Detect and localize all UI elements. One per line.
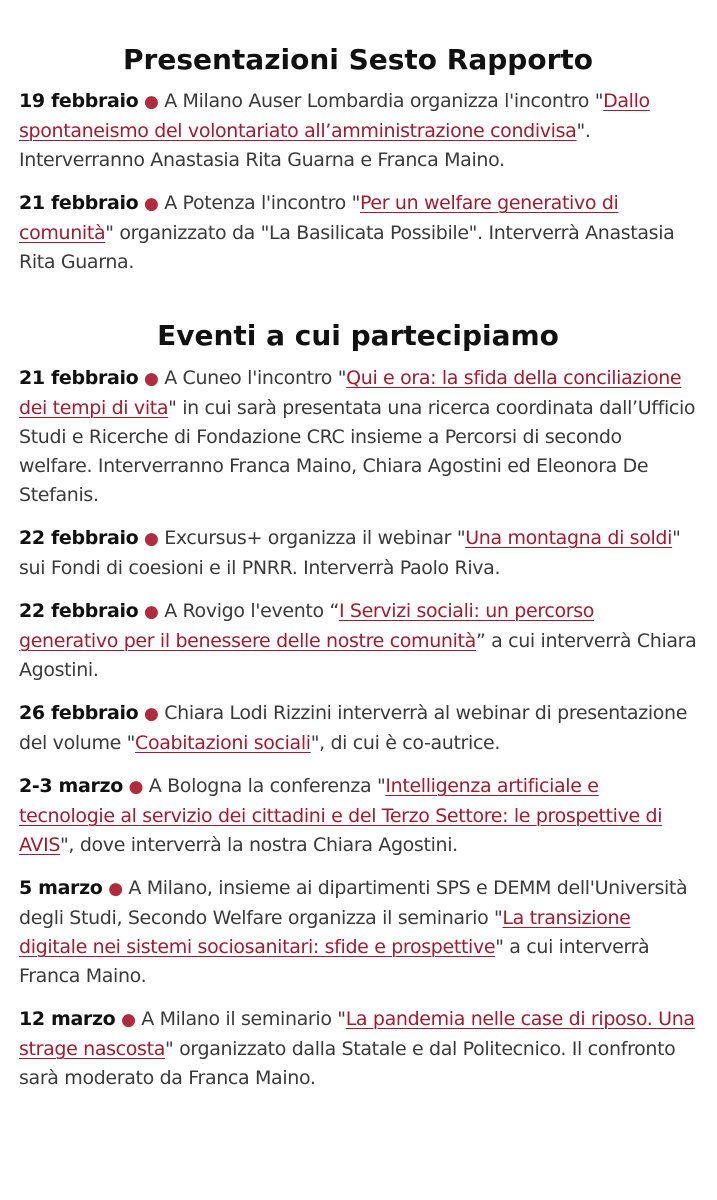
event-date: 22 febbraio <box>19 600 139 622</box>
event-link[interactable]: I Servizi sociali: un percorso generativo per il benessere delle nostre comunità <box>19 600 595 652</box>
event-entry <box>19 699 697 758</box>
event-entry <box>19 597 697 685</box>
event-text: Excursus+ organizza il webinar " <box>158 527 466 549</box>
event-text: A Bologna la conferenza " <box>143 775 386 797</box>
bullet-icon: ● <box>108 879 123 899</box>
bullet-icon: ● <box>144 92 159 112</box>
event-link[interactable]: Qui e ora: la sfida della conciliazione dei tempi di vita <box>19 367 682 419</box>
event-text: " organizzato da "La Basilicata Possibile". Interverrà Anastasia Rita Guarna. <box>19 222 675 273</box>
event-entry <box>19 524 697 583</box>
bullet-icon: ● <box>144 602 159 622</box>
event-entry <box>19 189 697 277</box>
event-text: " organizzato dalla Statale e dal Politecnico. Il confronto sarà moderato da Franca Maino. <box>19 1038 676 1089</box>
bullet-icon: ● <box>121 1010 136 1030</box>
event-entry <box>19 772 697 860</box>
event-text: ", di cui è co-autrice. <box>310 732 501 754</box>
bullet-icon: ● <box>144 369 159 389</box>
event-date: 21 febbraio <box>19 192 139 214</box>
event-entry <box>19 1005 697 1093</box>
event-link[interactable]: La pandemia nelle case di riposo. Una strage nascosta <box>19 1008 695 1060</box>
event-entry <box>19 364 697 510</box>
event-text: A Milano il seminario " <box>135 1008 346 1030</box>
event-link[interactable]: La transizione digitale nei sistemi sociosanitari: sfide e prospettive <box>19 907 631 958</box>
event-date: 12 marzo <box>19 1008 116 1030</box>
event-date: 5 marzo <box>19 877 103 899</box>
section-title-eventi: Eventi a cui partecipiamo <box>157 319 559 352</box>
event-date: 2-3 marzo <box>19 775 123 797</box>
event-link[interactable]: Coabitazioni sociali <box>135 732 311 754</box>
event-text: " a cui interverrà Franca Maino. <box>19 936 650 987</box>
event-link[interactable]: Intelligenza artificiale e tecnologie al servizio dei cittadini e del Terzo Settore: le prospettive di AVIS <box>19 775 663 856</box>
event-text: ” a cui interverrà Chiara Agostini. <box>19 630 697 681</box>
event-date: 22 febbraio <box>19 527 139 549</box>
bullet-icon: ● <box>144 529 159 549</box>
event-text: Chiara Lodi Rizzini interverrà al webinar di presentazione del volume " <box>19 702 688 754</box>
event-link[interactable]: Una montagna di soldi <box>465 527 673 549</box>
event-text: ". Interverranno Anastasia Rita Guarna e Franca Maino. <box>19 120 591 171</box>
event-text: A Potenza l'incontro " <box>158 192 360 214</box>
event-date: 21 febbraio <box>19 367 139 389</box>
event-text: ", dove interverrà la nostra Chiara Agostini. <box>60 834 458 856</box>
event-text: A Milano, insieme ai dipartimenti SPS e DEMM dell'Università degli Studi, Secondo Welfare organizza il seminario " <box>19 877 688 929</box>
event-date: 19 febbraio <box>19 90 139 112</box>
event-link[interactable]: Dallo spontaneismo del volontariato all’amministrazione condivisa <box>19 90 650 142</box>
event-link[interactable]: Per un welfare generativo di comunità <box>19 192 619 244</box>
event-text: A Milano Auser Lombardia organizza l'incontro " <box>158 90 604 112</box>
event-text: A Rovigo l'evento “ <box>158 600 339 622</box>
event-text: " in cui sarà presentata una ricerca coordinata dall’Ufficio Studi e Ricerche di Fondazione CRC insieme a Percorsi di secondo welfare. Interverranno Franca Maino, Chiara Agostini ed Eleonora De Stefanis. <box>19 397 696 506</box>
section-title-presentazioni: Presentazioni Sesto Rapporto <box>123 43 593 76</box>
event-text: " sui Fondi di coesioni e il PNRR. Interverrà Paolo Riva. <box>19 527 681 579</box>
bullet-icon: ● <box>144 704 159 724</box>
event-date: 26 febbraio <box>19 702 139 724</box>
event-text: A Cuneo l'incontro " <box>158 367 347 389</box>
event-entry <box>19 87 697 175</box>
bullet-icon: ● <box>128 777 144 797</box>
event-entry <box>19 874 697 991</box>
bullet-icon: ● <box>144 194 159 214</box>
